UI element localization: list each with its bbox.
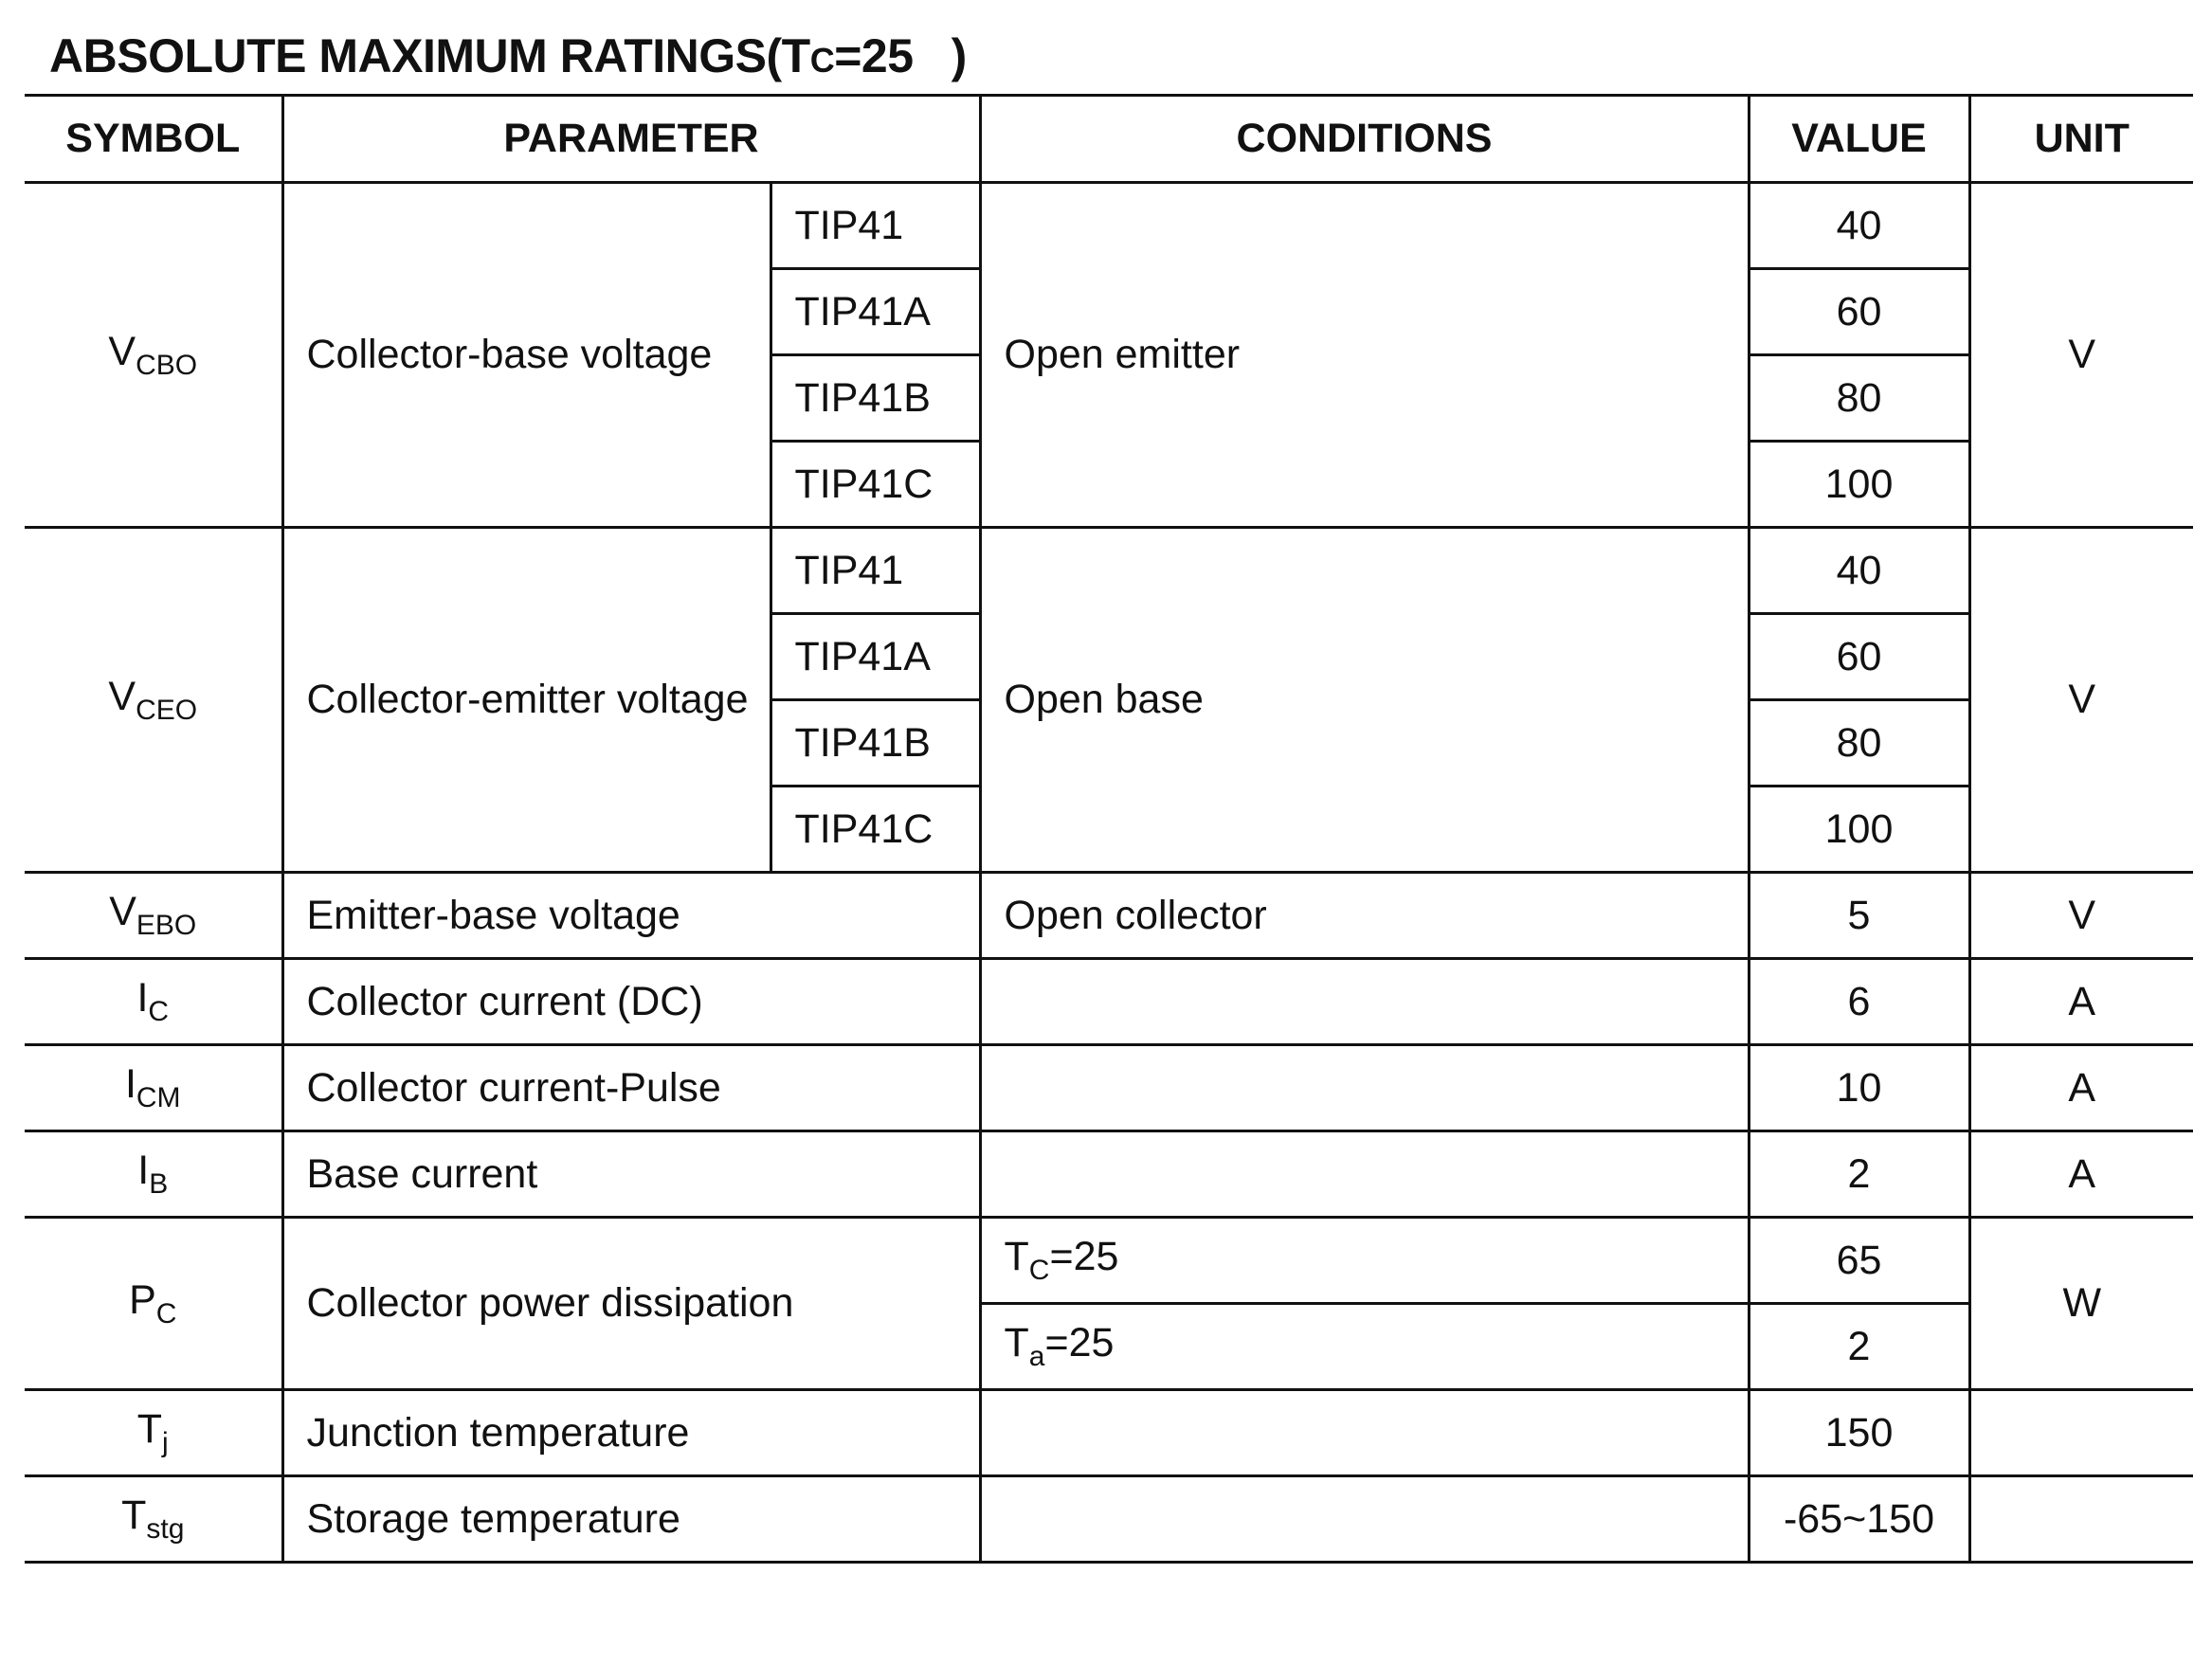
- condition-cell: Open emitter: [980, 183, 1749, 528]
- symbol-subscript: B: [149, 1168, 169, 1200]
- value-cell: 80: [1749, 355, 1969, 442]
- symbol-main: V: [109, 889, 136, 934]
- model-cell: TIP41B: [771, 700, 980, 787]
- unit-cell: V: [1969, 873, 2193, 959]
- symbol-subscript: stg: [146, 1513, 185, 1545]
- table-row: [25, 183, 2193, 269]
- condition-cell: [980, 1131, 1749, 1218]
- condition-cell: [980, 1304, 1749, 1390]
- symbol-subscript: CBO: [136, 349, 198, 381]
- symbol-cell: [25, 1045, 282, 1131]
- symbol-main: T: [121, 1492, 147, 1538]
- condition-main: T: [1004, 1320, 1029, 1366]
- parameter-cell: Collector-base voltage: [282, 183, 771, 528]
- header-symbol: SYMBOL: [25, 96, 282, 183]
- model-cell: TIP41C: [771, 787, 980, 873]
- value-cell: 150: [1749, 1390, 1969, 1476]
- value-cell: 80: [1749, 700, 1969, 787]
- unit-cell: V: [1969, 183, 2193, 528]
- table-row: [25, 959, 2193, 1045]
- parameter-cell: Emitter-base voltage: [282, 873, 980, 959]
- parameter-cell: Collector-emitter voltage: [282, 528, 771, 873]
- header-conditions: CONDITIONS: [980, 96, 1749, 183]
- table-row: [25, 1390, 2193, 1476]
- symbol-subscript: C: [148, 996, 170, 1027]
- condition-cell: Open collector: [980, 873, 1749, 959]
- table-row: [25, 873, 2193, 959]
- model-cell: TIP41C: [771, 442, 980, 528]
- model-cell: TIP41: [771, 528, 980, 614]
- symbol-cell: [25, 1390, 282, 1476]
- symbol-main: V: [108, 673, 136, 719]
- symbol-main: V: [108, 328, 136, 374]
- unit-cell: [1969, 1390, 2193, 1476]
- condition-cell: [980, 959, 1749, 1045]
- condition-cell: [980, 1476, 1749, 1563]
- table-row: [25, 1476, 2193, 1563]
- value-cell: 40: [1749, 183, 1969, 269]
- model-cell: TIP41A: [771, 614, 980, 700]
- value-cell: 5: [1749, 873, 1969, 959]
- parameter-cell: Collector current (DC): [282, 959, 980, 1045]
- ratings-table: [25, 94, 2193, 1564]
- parameter-cell: Base current: [282, 1131, 980, 1218]
- symbol-subscript: CEO: [136, 694, 198, 726]
- condition-suffix: =25: [1049, 1234, 1119, 1279]
- table-row: [25, 1131, 2193, 1218]
- parameter-cell: Collector current-Pulse: [282, 1045, 980, 1131]
- symbol-cell: [25, 528, 282, 873]
- condition-subscript: C: [1028, 1255, 1050, 1286]
- value-cell: -65~150: [1749, 1476, 1969, 1563]
- symbol-main: I: [137, 1148, 150, 1193]
- unit-cell: [1969, 1476, 2193, 1563]
- condition-cell: Open base: [980, 528, 1749, 873]
- value-cell: 100: [1749, 442, 1969, 528]
- symbol-main: T: [136, 1406, 163, 1452]
- value-cell: 100: [1749, 787, 1969, 873]
- symbol-main: I: [124, 1061, 136, 1107]
- condition-subscript: a: [1028, 1341, 1045, 1372]
- model-cell: TIP41B: [771, 355, 980, 442]
- symbol-cell: [25, 1218, 282, 1390]
- condition-cell: [980, 1390, 1749, 1476]
- model-cell: TIP41: [771, 183, 980, 269]
- symbol-main: I: [136, 975, 149, 1021]
- value-cell: 2: [1749, 1304, 1969, 1390]
- model-cell: TIP41A: [771, 269, 980, 355]
- symbol-subscript: EBO: [136, 910, 197, 941]
- table-row: [25, 1045, 2193, 1131]
- header-unit: UNIT: [1969, 96, 2193, 183]
- symbol-cell: [25, 873, 282, 959]
- symbol-cell: [25, 183, 282, 528]
- value-cell: 6: [1749, 959, 1969, 1045]
- parameter-cell: Junction temperature: [282, 1390, 980, 1476]
- parameter-cell: Collector power dissipation: [282, 1218, 980, 1390]
- condition-main: T: [1004, 1234, 1029, 1279]
- table-row: [25, 1218, 2193, 1304]
- table-row: [25, 528, 2193, 614]
- unit-cell: A: [1969, 1045, 2193, 1131]
- value-cell: 40: [1749, 528, 1969, 614]
- parameter-cell: Storage temperature: [282, 1476, 980, 1563]
- symbol-cell: [25, 1131, 282, 1218]
- header-value: VALUE: [1749, 96, 1969, 183]
- symbol-subscript: CM: [136, 1082, 181, 1113]
- unit-cell: A: [1969, 1131, 2193, 1218]
- value-cell: 60: [1749, 269, 1969, 355]
- symbol-subscript: C: [155, 1297, 177, 1329]
- value-cell: 10: [1749, 1045, 1969, 1131]
- symbol-cell: [25, 1476, 282, 1563]
- condition-cell: [980, 1045, 1749, 1131]
- value-cell: 2: [1749, 1131, 1969, 1218]
- table-title: ABSOLUTE MAXIMUM RATINGS(TC=25 ): [49, 29, 967, 82]
- condition-suffix: =25: [1044, 1320, 1115, 1366]
- condition-cell: [980, 1218, 1749, 1304]
- unit-cell: A: [1969, 959, 2193, 1045]
- unit-cell: V: [1969, 528, 2193, 873]
- header-row: [25, 96, 2193, 183]
- symbol-main: P: [129, 1276, 156, 1323]
- header-parameter: PARAMETER: [282, 96, 980, 183]
- value-cell: 65: [1749, 1218, 1969, 1304]
- symbol-subscript: j: [162, 1427, 169, 1458]
- value-cell: 60: [1749, 614, 1969, 700]
- symbol-cell: [25, 959, 282, 1045]
- unit-cell: W: [1969, 1218, 2193, 1390]
